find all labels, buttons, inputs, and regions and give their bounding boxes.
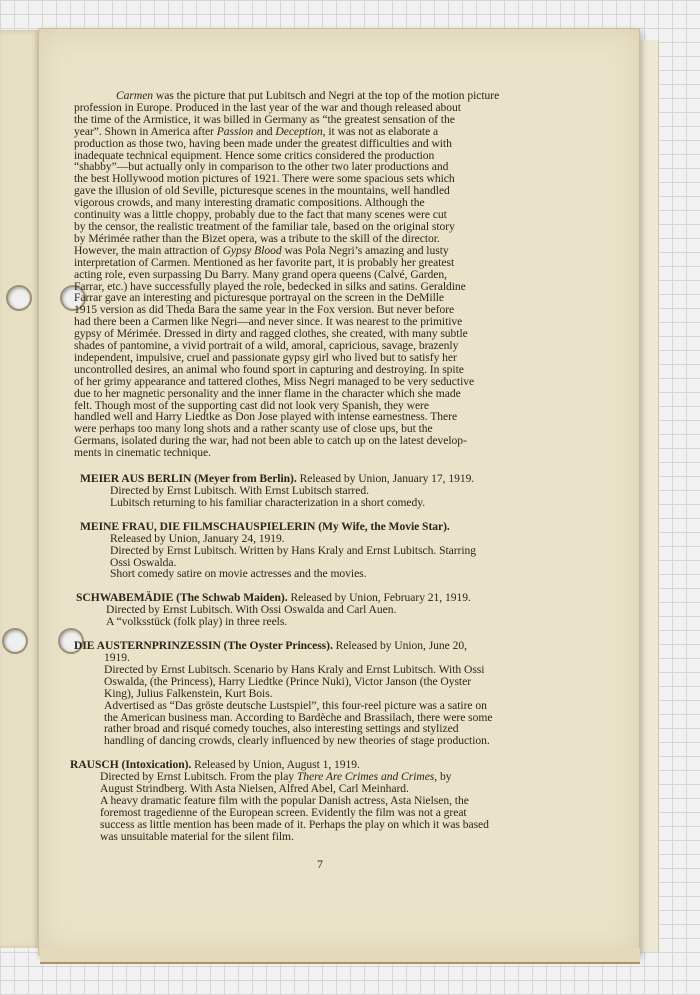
text-line: felt. Though most of the supporting cast did not look very Spanish, they were [74, 398, 429, 412]
text-line: ments in cinematic technique. [74, 446, 211, 460]
entry-title: RAUSCH (Intoxication). [70, 758, 192, 772]
text-span: Directed by Ernst Lubitsch. From the play [100, 770, 295, 784]
italic-title: Carmen [116, 89, 154, 102]
film-entry-rausch [70, 759, 594, 842]
text-line: handled well and Harry Liedtke as Don Jose played with intense earnestness. There [74, 410, 458, 424]
text-span: was the picture that put Lubitsch and Negri at the top of the motion picture [155, 89, 500, 102]
text-line: 1915 version as did Theda Bara the same year in the Fox version. But never before [74, 303, 455, 317]
text-line: of her grimy appearance and tattered clothes, Miss Negri managed to be very seductive [74, 374, 475, 388]
entry-line: Directed by Ernst Lubitsch. Scenario by Hans Kraly and Ernst Lubitsch. With Ossi [104, 662, 485, 676]
film-entry-meine-frau [80, 521, 594, 581]
text-line: interpretation of Carmen. Mentioned as her favorite part, it is probably her greatest [74, 255, 455, 269]
entry-line: success as little mention has been made of it. Perhaps the play on which it was based [100, 817, 489, 831]
text-line: independent, impulsive, cruel and passionate gypsy girl who lived but to satisfy her [74, 350, 457, 364]
text-line: uncontrolled desires, an animal who found sport in capturing and destroying. In spite [74, 362, 464, 376]
text-span: , by [434, 770, 452, 784]
entry-release: Released by Union, August 1, 1919. [194, 758, 360, 772]
entry-release: Released by Union, January 17, 1919. [299, 472, 475, 486]
punch-hole-left-top [6, 285, 32, 311]
entry-line: Advertised as “Das gröste deutsche Lustspiel”, this four-reel picture was a satire on [104, 698, 487, 712]
entry-title: DIE AUSTERNPRINZESSIN (The Oyster Princess). [74, 639, 333, 653]
text-line: profession in Europe. Produced in the last year of the war and though released about [74, 100, 461, 114]
text-line [74, 126, 594, 138]
italic-title: Deception [275, 124, 323, 138]
text-line: by the censor, the realistic treatment of the familiar tale, based on the original story [74, 219, 455, 233]
text-line: gypsy of Mérimée. Dressed in dirty and ragged clothes, she created, with many subtle [74, 327, 468, 341]
entry-line: the American business man. According to Bardèche and Brassilach, there were some [104, 710, 493, 724]
entry-line: Directed by Ernst Lubitsch. With Ernst Lubitsch starred. [110, 484, 369, 497]
entry-line: Directed by Ernst Lubitsch. Written by Hans Kraly and Ernst Lubitsch. Starring [110, 543, 477, 557]
film-entry-meier-aus-berlin [80, 473, 594, 509]
entry-line: Directed by Ernst Lubitsch. With Ossi Oswalda and Carl Auen. [106, 603, 397, 617]
punch-hole-left-bottom [2, 628, 28, 654]
text-line: Farrar gave an interesting and picturesque portrayal on the screen in the DeMille [74, 291, 445, 305]
italic-title: Gypsy Blood [222, 243, 282, 257]
text-span: was Pola Negri’s amazing and lusty [284, 243, 449, 257]
italic-title: There Are Crimes and Crimes [296, 770, 435, 784]
entry-line: handling of dancing crowds, clearly influenced by new theories of stage production. [104, 734, 490, 748]
entry-line: Released by Union, January 24, 1919. [110, 531, 285, 545]
entry-release: Released by Union, June 20, [335, 639, 467, 653]
text-line: due to her magnetic personality and the inner flame in the character which she made [74, 386, 461, 400]
text-span: year”. Shown in America after [74, 124, 214, 138]
previous-page-edge [0, 30, 41, 948]
text-line: “shabby”—but actually only in comparison to the other two later productions and [74, 160, 449, 174]
text-line: continuity was a little choppy, probably due to the fact that many scenes were cut [74, 208, 447, 222]
text-line: acting role, even surpassing Du Barry. Many grand opera queens (Calvé, Garden, [74, 267, 447, 281]
entry-release: Released by Union, February 21, 1919. [290, 591, 471, 605]
text-line: gave the illusion of old Seville, picturesque scenes in the mountains, well handled [74, 184, 450, 198]
entry-line: August Strindberg. With Asta Nielsen, Alfred Abel, Carl Meinhard. [100, 782, 409, 796]
entry-title: SCHWABEMÄDIE (The Schwab Maiden). [76, 591, 288, 605]
page-number: 7 [317, 857, 323, 871]
text-line [74, 245, 594, 257]
page-text [70, 89, 594, 843]
text-line: shades of pantomine, a vivid portrait of a wild, amoral, capricious, savage, brazenly [74, 339, 459, 353]
italic-title: Passion [216, 124, 254, 138]
text-line: by Mérimée rather than the Bizet opera, was a tribute to the skill of the director. [74, 231, 440, 245]
entry-title: MEIER AUS BERLIN (Meyer from Berlin). [80, 472, 297, 486]
text-span: However, the main attraction of [74, 243, 220, 257]
entry-line: Ossi Oswalda. [110, 555, 177, 569]
entry-line: was unsuitable material for the silent film. [100, 829, 294, 843]
entry-heading [74, 640, 594, 652]
text-span: and [255, 124, 273, 138]
entry-line: foremost tragedienne of the European screen. Evidently the film was not a great [100, 805, 467, 819]
next-page-edge [640, 40, 659, 952]
text-line: the best Hollywood motion pictures of 1921. There were some spacious sets which [74, 172, 455, 186]
entry-line: rather broad and risqué comedy touches, also interesting settings and stylized [104, 722, 459, 736]
entry-line: A “volksstück (folk play) in three reels. [106, 615, 288, 629]
film-entry-austernprinzessin [74, 640, 594, 747]
text-line: Farrar, etc.) have successfully played the role, bedecked in silks and satins. Geraldine [74, 279, 466, 293]
entry-line: A heavy dramatic feature film with the popular Danish actress, Asta Nielsen, the [100, 793, 469, 807]
text-line: the time of the Armistice, it was billed in Germany as “the greatest sensation of the [74, 112, 455, 126]
entry-title: MEINE FRAU, DIE FILMSCHAUSPIELERIN (My Wife, the Movie Star). [80, 519, 450, 533]
carmen-paragraph [74, 89, 594, 460]
entry-line: 1919. [104, 650, 130, 664]
text-span: , it was not as elaborate a [322, 124, 439, 138]
entry-line: Lubitsch returning to his familiar characterization in a short comedy. [110, 495, 426, 509]
text-line: had there been a Carmen like Negri—and never since. It was nearest to the primitive [74, 315, 463, 329]
entry-line: Short comedy satire on movie actresses and the movies. [110, 567, 367, 581]
text-line: were perhaps too many long shots and a rather scanty use of close ups, but the [74, 422, 433, 436]
text-line: production as those two, having been made under the greatest difficulties and with [74, 136, 452, 150]
film-entry-schwabemadie [76, 592, 594, 628]
entry-line: King), Julius Falkenstein, Kurt Bois. [104, 686, 273, 700]
entry-line: Oswalda, (the Princess), Harry Liedtke (Prince Nuki), Victor Janson (the Oyster [104, 674, 472, 688]
text-line: inadequate technical equipment. Hence some critics considered the production [74, 148, 435, 162]
text-line: Germans, isolated during the war, had not been able to catch up on the latest develop- [74, 434, 467, 448]
text-line: vigorous crowds, and many interesting dramatic compositions. Although the [74, 196, 425, 210]
page-bottom-edge [40, 948, 640, 964]
